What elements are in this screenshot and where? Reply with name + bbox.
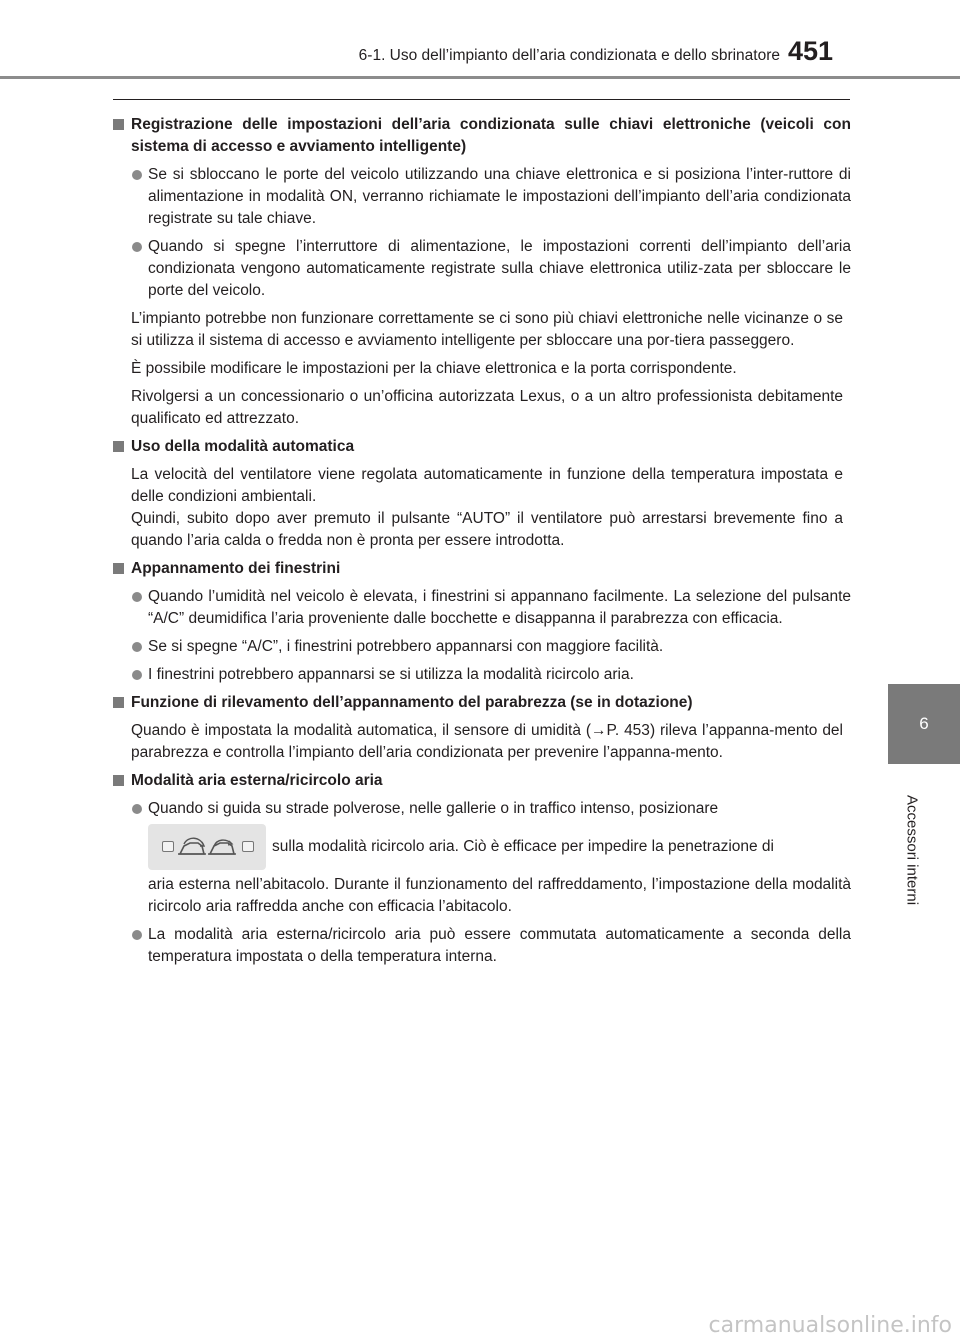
page-number: 451 — [788, 36, 834, 66]
section-heading — [113, 436, 851, 458]
square-bullet-icon — [113, 775, 124, 786]
bullet-text: Quando si spegne l’interruttore di alimentazione, le impostazioni correnti dell’impianto dell’aria condizionata vengono automaticamente registrate sulla chiave elettronica utiliz-zata per sbloccare le porte del veicolo. — [148, 238, 851, 299]
header-title: 6-1. Uso dell’impianto dell’aria condizionata e dello sbrinatore — [358, 47, 780, 64]
heading-text: Funzione di rilevamento dell’appannamento del parabrezza (se in dotazione) — [131, 694, 693, 711]
heading-text: Appannamento dei finestrini — [131, 560, 341, 577]
bullet-text: I finestrini potrebbero appannarsi se si utilizza la modalità ricircolo aria. — [148, 666, 634, 683]
indicator-left-icon — [162, 841, 174, 852]
heading-text: Registrazione delle impostazioni dell’aria condizionata sulle chiavi elettroniche (veicoli con sistema di accesso e avviamento intelligente) — [131, 116, 851, 155]
section-heading — [113, 692, 851, 714]
bullet-text: Quando l’umidità nel veicolo è elevata, i finestrini si appannano facilmente. La selezione del pulsante “A/C” deumidifica l’aria proveniente dalle bocchette e disappanna il parabrezza con efficacia. — [148, 588, 851, 627]
page-reference-link[interactable]: P. 453 — [606, 722, 650, 739]
chapter-tab — [888, 684, 960, 764]
paragraph — [113, 720, 851, 764]
heading-text: Modalità aria esterna/ricircolo aria — [131, 772, 383, 789]
bullet-text: Se si spegne “A/C”, i finestrini potrebbero appannarsi con maggiore facilità. — [148, 638, 664, 655]
round-bullet-icon — [132, 170, 142, 180]
paragraph: Quindi, subito dopo aver premuto il pulsante “AUTO” il ventilatore può arrestarsi brevemente fino a quando l’aria calda o fredda non è pronta per essere introdotta. — [131, 510, 843, 549]
round-bullet-icon — [132, 242, 142, 252]
section-heading — [113, 558, 851, 580]
paragraph: Rivolgersi a un concessionario o un’officina autorizzata Lexus, o a un altro professionista debitamente qualificato ed attrezzato. — [131, 388, 843, 427]
indicator-right-icon — [242, 841, 254, 852]
section-heading — [113, 114, 851, 158]
content-rule — [113, 99, 850, 100]
recirculation-button-icon — [148, 824, 266, 870]
round-bullet-icon — [132, 804, 142, 814]
air-mode-car-icon — [176, 832, 238, 862]
bullet-item — [113, 164, 851, 230]
bullet-text: La modalità aria esterna/ricircolo aria può essere commutata automaticamente a seconda della temperatura impostata o della temperatura interna. — [148, 926, 851, 965]
paragraph: La velocità del ventilatore viene regolata automaticamente in funzione della temperatura impostata e delle condizioni ambientali. — [131, 466, 843, 505]
bullet-text: aria esterna nell’abitacolo. Durante il funzionamento del raffreddamento, l’impostazione della modalità ricircolo aria raffredda anche con efficacia l’abitacolo. — [148, 876, 851, 915]
bullet-text: Se si sbloccano le porte del veicolo utilizzando una chiave elettronica e si posiziona l’inter-ruttore di alimentazione in modalità ON, verranno richiamate le impostazioni dell’impianto dell’aria condizionata registrate su tale chiave. — [148, 166, 851, 227]
square-bullet-icon — [113, 119, 124, 130]
bullet-item — [113, 798, 851, 918]
round-bullet-icon — [132, 930, 142, 940]
paragraph-text: ) rileva l’appanna-mento del parabrezza e controlla l’impianto dell’aria condizionata per prevenire l’appanna-mento. — [131, 722, 844, 761]
icon-line — [148, 820, 851, 874]
square-bullet-icon — [113, 441, 124, 452]
round-bullet-icon — [132, 670, 142, 680]
bullet-text: sulla modalità ricircolo aria. Ciò è efficace per impedire la penetrazione di — [272, 838, 774, 855]
bullet-text: Quando si guida su strade polverose, nelle gallerie o in traffico intenso, posizionare — [148, 800, 719, 817]
chapter-label-container — [890, 780, 934, 920]
square-bullet-icon — [113, 697, 124, 708]
section-heading — [113, 770, 851, 792]
chapter-label: Accessori interni — [903, 794, 921, 906]
square-bullet-icon — [113, 563, 124, 574]
paragraph: L’impianto potrebbe non funzionare correttamente se ci sono più chiavi elettroniche nelle vicinanze o se si utilizza il sistema di accesso e avviamento intelligente per sbloccare una por-tiera passeggero. — [131, 310, 843, 349]
heading-text: Uso della modalità automatica — [131, 438, 355, 455]
round-bullet-icon — [132, 592, 142, 602]
bullet-item — [113, 924, 851, 968]
bullet-item — [113, 236, 851, 302]
paragraph-text: Quando è impostata la modalità automatica, il sensore di umidità ( — [131, 722, 592, 739]
bullet-item — [113, 664, 851, 686]
watermark: carmanualsonline.info — [708, 1313, 952, 1338]
page-content — [113, 114, 851, 974]
chapter-number: 6 — [919, 714, 929, 733]
bullet-item — [113, 586, 851, 630]
round-bullet-icon — [132, 642, 142, 652]
header-rule — [0, 76, 960, 79]
bullet-item — [113, 636, 851, 658]
paragraph: È possibile modificare le impostazioni per la chiave elettronica e la porta corrispondente. — [131, 360, 737, 377]
arrow-icon: → — [591, 722, 607, 739]
